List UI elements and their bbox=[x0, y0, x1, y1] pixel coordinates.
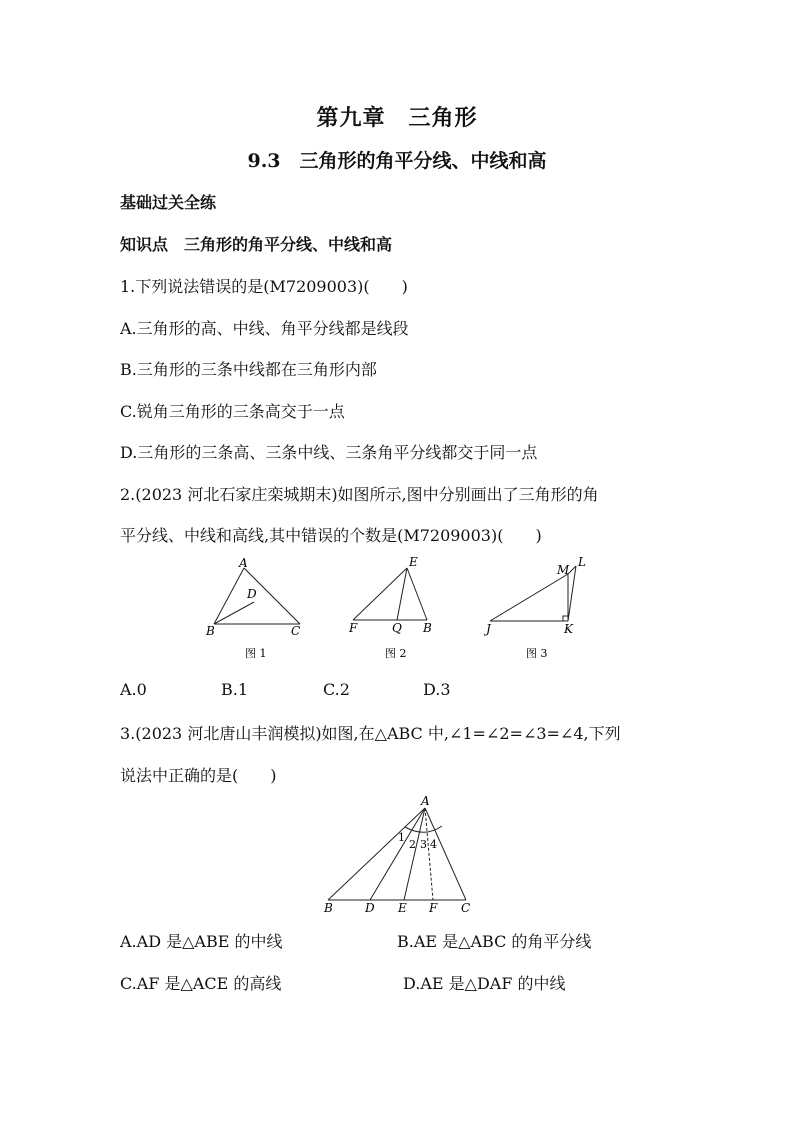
fig2-label-e: E bbox=[409, 556, 418, 569]
q3-label-a: A bbox=[421, 794, 430, 808]
q2-figure-3 bbox=[480, 552, 600, 666]
chapter-title: 第九章 三角形 bbox=[316, 105, 478, 131]
q3-option-a: A.AD 是△ABE 的中线 bbox=[120, 932, 283, 951]
fig2-caption: 图 2 bbox=[385, 647, 407, 660]
q3-segment-ae bbox=[404, 808, 425, 900]
fig2-side-eb bbox=[407, 568, 427, 620]
q3-label-e: E bbox=[398, 901, 407, 915]
fig3-label-k: K bbox=[564, 622, 573, 636]
q2-figure-1 bbox=[200, 556, 310, 666]
q2-option-c: C.2 bbox=[323, 680, 350, 699]
q2-option-b: B.1 bbox=[221, 680, 249, 699]
q2-option-d: D.3 bbox=[423, 680, 451, 699]
fig1-label-d: D bbox=[247, 587, 257, 601]
q3-label-d: D bbox=[365, 901, 375, 915]
q1-option-c: C.锐角三角形的三条高交于一点 bbox=[120, 402, 345, 421]
fig3-right-angle-mark bbox=[563, 616, 568, 621]
q3-option-c: C.AF 是△ACE 的高线 bbox=[120, 974, 282, 993]
q1-option-d: D.三角形的三条高、三条中线、三条角平分线都交于同一点 bbox=[120, 443, 538, 462]
fig3-label-m: M bbox=[557, 563, 570, 577]
q3-label-f: F bbox=[429, 901, 438, 915]
knowledge-heading: 知识点 三角形的角平分线、中线和高 bbox=[120, 235, 393, 254]
q3-segment-ad bbox=[370, 808, 425, 900]
q2-stem-line2: 平分线、中线和高线,其中错误的个数是(M7209003)( ) bbox=[120, 526, 542, 545]
q3-angle-label-4: 4 bbox=[430, 838, 437, 851]
q2-figure-2 bbox=[345, 556, 445, 666]
q3-stem-line1: 3.(2023 河北唐山丰润模拟)如图,在△ABC 中,∠1=∠2=∠3=∠4,下列 bbox=[120, 724, 621, 743]
q2-option-a: A.0 bbox=[120, 680, 147, 699]
practice-heading: 基础过关全练 bbox=[120, 193, 217, 212]
q3-label-c: C bbox=[461, 901, 471, 915]
q3-side-ac bbox=[425, 808, 466, 900]
fig2-label-q: Q bbox=[392, 621, 402, 635]
q3-segment-af bbox=[425, 808, 433, 900]
q1-option-a: A.三角形的高、中线、角平分线都是线段 bbox=[120, 319, 409, 338]
q1-option-b: B.三角形的三条中线都在三角形内部 bbox=[120, 360, 377, 379]
q3-angle-label-3: 3 bbox=[420, 838, 427, 851]
fig1-label-c: C bbox=[291, 624, 301, 638]
q3-figure bbox=[318, 794, 478, 918]
fig3-label-l: L bbox=[578, 555, 586, 569]
fig3-label-j: J bbox=[486, 622, 491, 636]
fig2-label-f: F bbox=[349, 621, 358, 635]
q3-option-d: D.AE 是△DAF 的中线 bbox=[403, 974, 566, 993]
q1-stem: 1.下列说法错误的是(M7209003)( ) bbox=[120, 277, 408, 296]
q2-stem-line1: 2.(2023 河北石家庄栾城期末)如图所示,图中分别画出了三角形的角 bbox=[120, 485, 599, 504]
q3-angle-label-1: 1 bbox=[398, 831, 405, 844]
fig1-label-a: A bbox=[239, 556, 248, 570]
fig3-side-jm bbox=[490, 574, 568, 621]
fig1-caption: 图 1 bbox=[245, 647, 267, 660]
q3-option-b: B.AE 是△ABC 的角平分线 bbox=[397, 932, 592, 951]
q3-angle-label-2: 2 bbox=[409, 838, 416, 851]
q3-label-b: B bbox=[324, 901, 333, 915]
fig2-label-b: B bbox=[423, 621, 432, 635]
q3-side-ab bbox=[328, 808, 425, 900]
q3-stem-line2: 说法中正确的是( ) bbox=[120, 766, 277, 785]
fig3-caption: 图 3 bbox=[526, 647, 548, 660]
fig1-label-b: B bbox=[206, 624, 215, 638]
section-title: 9.3 三角形的角平分线、中线和高 bbox=[247, 150, 547, 172]
